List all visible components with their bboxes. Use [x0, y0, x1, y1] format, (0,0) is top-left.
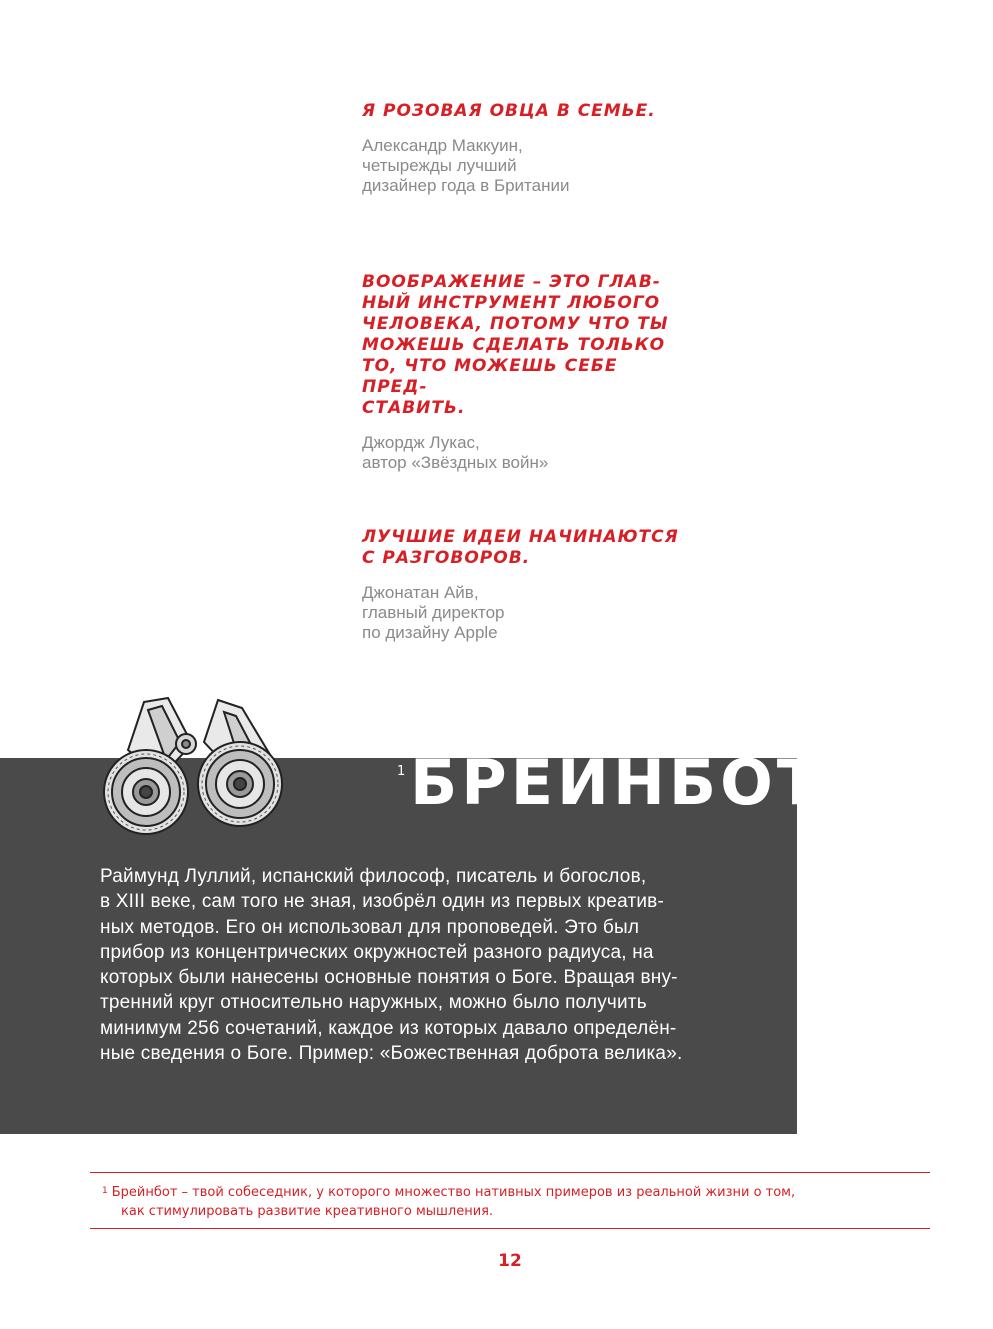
footnote-marker: 1	[102, 1186, 108, 1196]
binoculars-icon	[96, 680, 306, 840]
footnote-rule-bottom	[90, 1228, 930, 1229]
quote-text: Я РОЗОВАЯ ОВЦА В СЕМЬЕ.	[362, 101, 656, 121]
footnote	[102, 1183, 902, 1221]
section-body: Раймунд Луллий, испанский философ, писатель и богослов, в XIII веке, сам того не зная, изобрёл один из первых креатив- ных методов. Его он использовал для проповедей. Это был прибор из концентрических окружностей разного радиуса, на которых были нанесены основные понятия о Боге. Вращая вну- тренний круг относительно наружных, можно было получить минимум 256 сочетаний, каждое из которых давало определён- ные сведения о Боге. Пример: «Божественная доброта велика».	[100, 866, 683, 1065]
quote-author: Джонатан Айв, главный директор по дизайну Apple	[362, 583, 505, 642]
quote-author: Джордж Лукас, автор «Звёздных войн»	[362, 433, 549, 472]
footnote-line-2: как стимулировать развитие креативного мышления.	[121, 1204, 494, 1219]
quote-block-1	[362, 101, 682, 196]
quote-block-3	[362, 527, 682, 643]
quote-text: ВООБРАЖЕНИЕ – ЭТО ГЛАВ- НЫЙ ИНСТРУМЕНТ ЛЮБОГО ЧЕЛОВЕКА, ПОТОМУ ЧТО ТЫ МОЖЕШЬ СДЕЛАТЬ ТОЛЬКО ТО, ЧТО МОЖЕШЬ СЕБЕ ПРЕД- СТАВИТЬ.	[362, 272, 669, 418]
page-number: 12	[498, 1251, 522, 1271]
quote-text: ЛУЧШИЕ ИДЕИ НАЧИНАЮТСЯ С РАЗГОВОРОВ.	[362, 527, 679, 568]
quote-block-2	[362, 272, 682, 473]
title-footnote-marker: 1	[397, 764, 406, 779]
quote-author: Александр Маккуин, четырежды лучший дизайнер года в Британии	[362, 136, 570, 195]
footnote-line-1: Брейнбот – твой собеседник, у которого множество нативных примеров из реальной жизни о том,	[111, 1185, 796, 1200]
footnote-rule-top	[90, 1172, 930, 1173]
section-title: БРЕЙНБОТ	[410, 746, 824, 819]
